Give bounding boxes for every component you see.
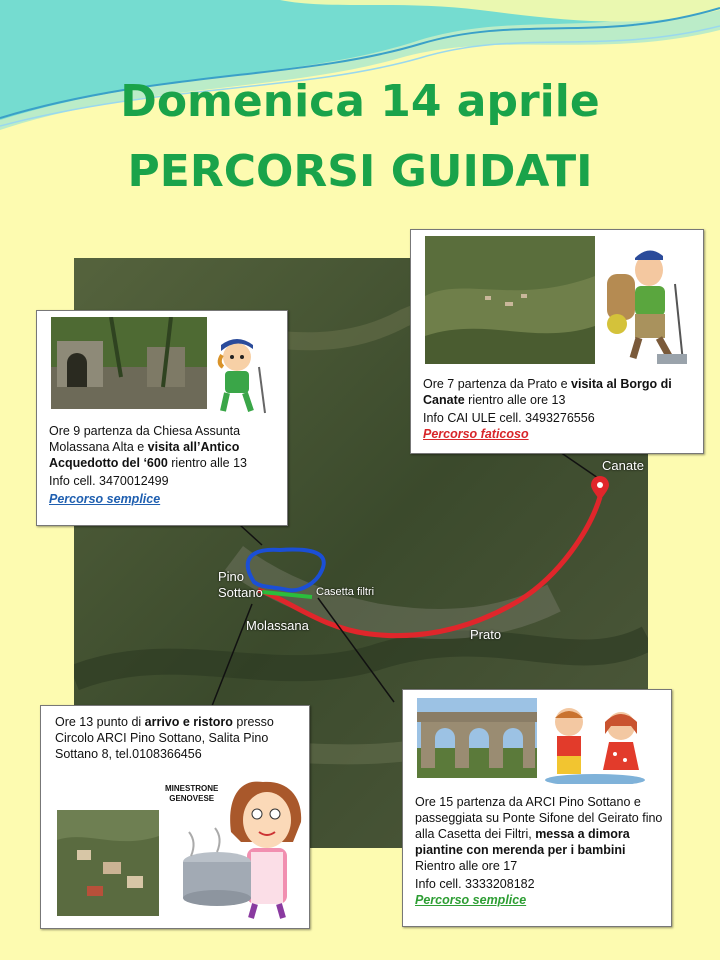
card3-text-address: presso Circolo ARCI Pino Sottano, Salita Pino Sottano 8, tel.0108366456 <box>55 715 274 761</box>
info-card-ponte-sifone <box>402 689 672 927</box>
info-card-acquedotto <box>36 310 288 526</box>
card2-text-lead: Ore 7 partenza da Prato e <box>423 377 572 391</box>
card3-text-lead: Ore 13 punto di <box>55 715 145 729</box>
photo-aqueduct-bridge <box>417 698 537 778</box>
card4-difficulty-link[interactable]: Percorso semplice <box>415 893 527 907</box>
card1-text-return: rientro alle 13 <box>167 456 247 470</box>
card1-text-bold: visita all’Antico Acquedotto del ‘600 <box>49 440 240 470</box>
card1-difficulty-link[interactable]: Percorso semplice <box>49 492 161 506</box>
hiker-girl-cartoon-icon <box>213 337 273 415</box>
card2-text-bold: visita al Borgo di Canate <box>423 377 672 407</box>
red-route-line <box>258 497 600 636</box>
info-card-ristoro <box>40 705 310 929</box>
hiker-man-cartoon-icon <box>597 244 689 364</box>
cook-girl-cartoon-icon <box>167 772 307 922</box>
card4-info-phone: Info cell. 3333208182 <box>415 877 535 891</box>
page-title-main: PERCORSI GUIDATI <box>127 146 593 197</box>
photo-aqueduct-ruins <box>51 317 207 409</box>
card2-difficulty-link[interactable]: Percorso faticoso <box>423 427 529 441</box>
card2-text-return: rientro alle ore 13 <box>464 393 566 407</box>
card1-info-phone: Info cell. 3470012499 <box>49 474 169 488</box>
connector-line-c2 <box>560 452 598 478</box>
map-label-molassana: Molassana <box>246 618 309 633</box>
pot-label-text: MINESTRONE GENOVESE <box>165 784 219 803</box>
map-label-canate: Canate <box>602 458 644 473</box>
card4-text-lead: Ore 15 partenza da ARCI Pino Sottano e passeggiata su Ponte Sifone del Geirato fino alla Casetta dei Filtri, <box>415 795 663 841</box>
photo-village <box>57 810 159 916</box>
card2-info-phone: Info CAI ULE cell. 3493276556 <box>423 411 595 425</box>
card4-text-bold: messa a dimora piantine con merenda per i bambini <box>415 827 630 857</box>
page-title-date: Domenica 14 aprile <box>120 76 600 127</box>
map-label-prato: Prato <box>470 627 502 642</box>
card4-text-return: Rientro alle ore 17 <box>415 859 518 873</box>
map-label-pino-sottano: Pino Sottano <box>218 569 263 600</box>
children-cartoon-icon <box>541 704 659 784</box>
map-pin-icon <box>591 476 609 500</box>
card3-text-bold: arrivo e ristoro <box>144 715 233 729</box>
connector-line-c1 <box>240 525 262 545</box>
map-label-casetta-filtri: Casetta filtri <box>316 586 375 598</box>
connector-line-c4 <box>318 598 394 702</box>
info-card-canate <box>410 229 704 454</box>
photo-canate-hills <box>425 236 595 364</box>
card1-text-lead: Ore 9 partenza da Chiesa Assunta Molassana Alta e <box>49 424 241 454</box>
